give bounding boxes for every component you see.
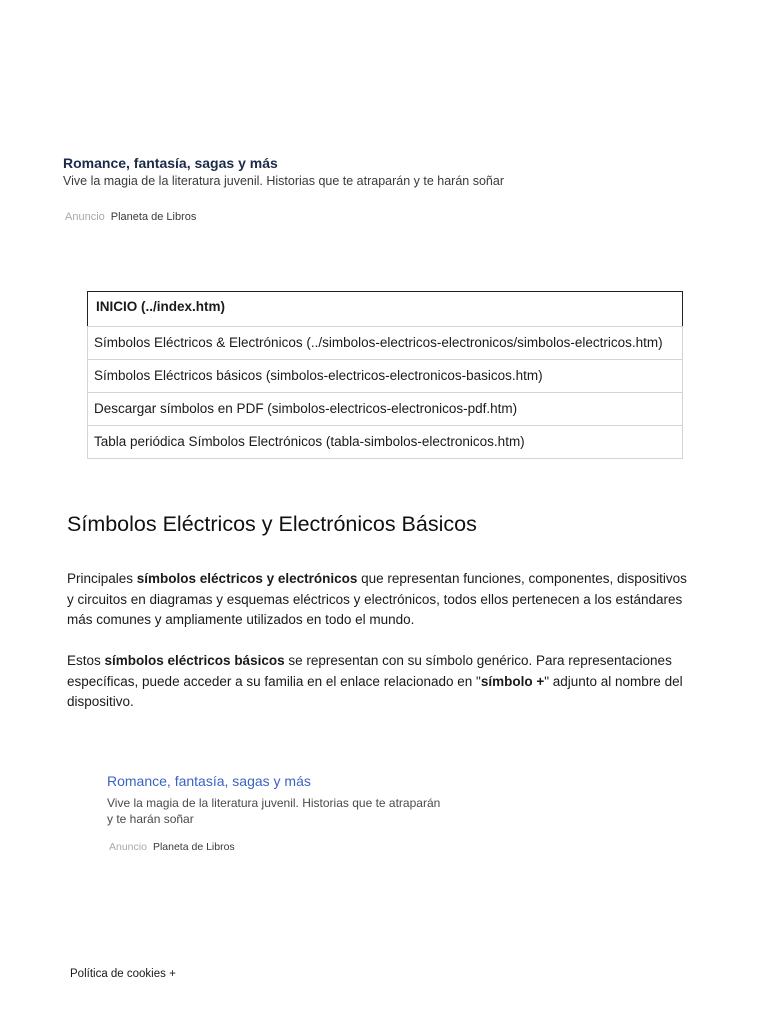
bottom-ad-title[interactable]: Romance, fantasía, sagas y más xyxy=(107,773,311,789)
nav-link-simbolos-basicos[interactable]: Símbolos Eléctricos básicos (simbolos-electricos-electronicos-basicos.htm) xyxy=(87,359,683,393)
intro-text-end: que representan funciones, componentes, dispositivos y circuitos en diagramas y esquemas eléctricos y electrónicos, todos ellos pertenecen a los estándares más comunes y ampliamente utilizados en todo el mundo. xyxy=(67,571,687,627)
top-ad-title[interactable]: Romance, fantasía, sagas y más xyxy=(63,155,278,171)
intro-text-start: Principales xyxy=(67,571,137,586)
nav-link-simbolos-electricos-electronicos[interactable]: Símbolos Eléctricos & Electrónicos (../simbolos-electricos-electronicos/simbolos-electricos.htm) xyxy=(87,326,683,360)
nav-link-inicio[interactable]: INICIO (../index.htm) xyxy=(87,291,683,327)
description-text-end: " adjunto al nombre del dispositivo. xyxy=(67,673,683,709)
cookie-policy-link[interactable]: Política de cookies + xyxy=(70,968,176,980)
bottom-ad-meta xyxy=(109,840,235,854)
top-ad-meta xyxy=(65,210,196,224)
bottom-ad-description[interactable] xyxy=(107,795,441,827)
nav-link-descargar-pdf[interactable]: Descargar símbolos en PDF (simbolos-electricos-electronicos-pdf.htm) xyxy=(87,392,683,426)
intro-paragraph xyxy=(67,569,697,631)
top-ad[interactable] xyxy=(63,154,504,223)
bottom-ad[interactable] xyxy=(107,772,441,853)
description-paragraph xyxy=(67,651,697,713)
top-ad-description[interactable]: Vive la magia de la literatura juvenil. Historias que te atraparán y te harán soñar xyxy=(63,174,504,188)
bottom-ad-description-line2: y te harán soñar xyxy=(107,812,194,826)
description-text-start: Estos xyxy=(67,653,105,668)
ad-label: Anuncio xyxy=(65,211,105,223)
bottom-ad-description-line1: Vive la magia de la literatura juvenil. Historias que te atraparán xyxy=(107,796,441,810)
description-bold-symbol: símbolo + xyxy=(480,673,545,689)
bottom-ad-advertiser-link[interactable]: Planeta de Libros xyxy=(152,841,235,853)
nav-table xyxy=(87,291,683,459)
nav-link-tabla-periodica[interactable]: Tabla periódica Símbolos Electrónicos (tabla-simbolos-electronicos.htm) xyxy=(87,425,683,459)
intro-bold-text: símbolos eléctricos y electrónicos xyxy=(136,571,358,586)
top-ad-advertiser-link[interactable]: Planeta de Libros xyxy=(110,211,197,223)
description-bold-text: símbolos eléctricos básicos xyxy=(104,653,285,668)
description-text-middle: se representan con su símbolo genérico. Para representaciones específicas, puede acceder a su familia en el enlace relacionado en " xyxy=(67,653,672,689)
ad-label: Anuncio xyxy=(109,841,147,853)
page-title: Símbolos Eléctricos y Electrónicos Básicos xyxy=(67,512,477,536)
